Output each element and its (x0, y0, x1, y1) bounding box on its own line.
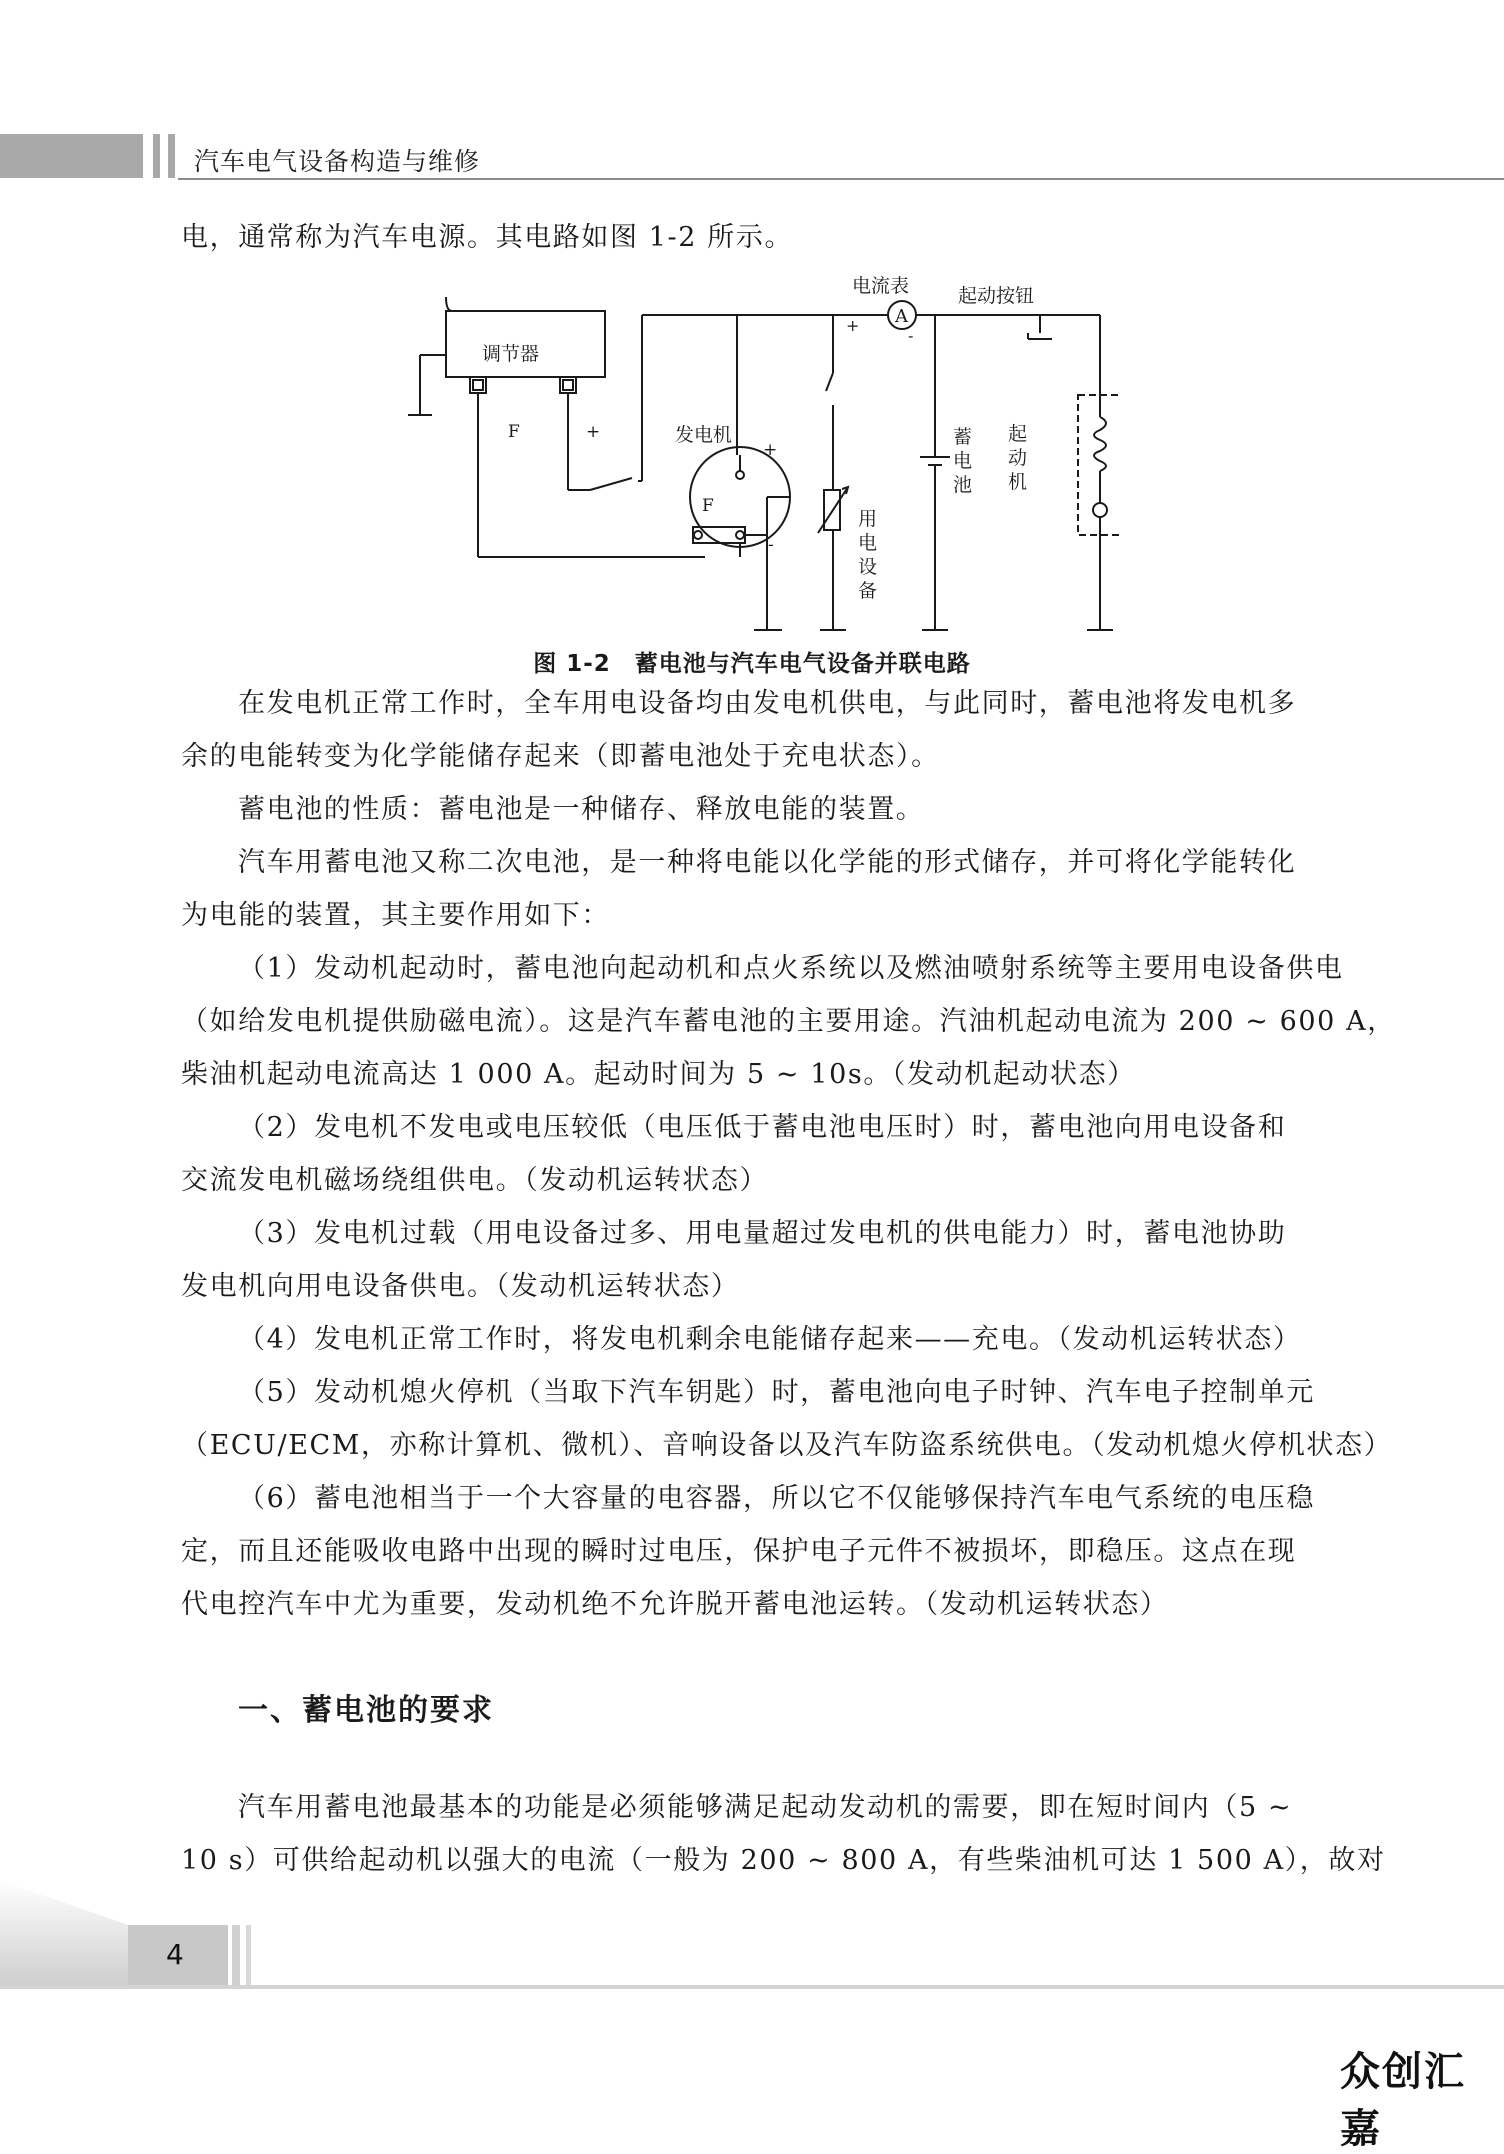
section-heading: 一、蓄电池的要求 (238, 1693, 494, 1728)
generator-label: 发电机 (675, 424, 733, 446)
circuit-diagram (400, 265, 1120, 640)
list-item-line: 发电机向用电设备供电。（发动机运转状态） (181, 1271, 740, 1302)
list-item-line: （6）蓄电池相当于一个大容量的电容器，所以它不仅能够保持汽车电气系统的电压稳 (238, 1483, 1315, 1514)
regulator-plus-label: + (586, 422, 601, 442)
book-title: 汽车电气设备构造与维修 (194, 147, 481, 176)
list-item-line: （2）发电机不发电或电压较低（电压低于蓄电池电压时）时，蓄电池向用电设备和 (238, 1112, 1287, 1143)
paragraph-line: 在发电机正常工作时，全车用电设备均由发电机供电，与此同时，蓄电池将发电机多 (238, 688, 1297, 719)
header-rule (178, 178, 1504, 180)
generator-f-label: F (702, 496, 714, 516)
battery-label: 蓄 电 池 (953, 426, 973, 496)
header-gray-block (0, 134, 143, 178)
paragraph-line: 电，通常称为汽车电源。其电路如图 1-2 所示。 (181, 222, 794, 253)
list-item-line: 交流发电机磁场绕组供电。（发动机运转状态） (181, 1165, 769, 1196)
paragraph-line: 汽车用蓄电池又称二次电池，是一种将电能以化学能的形式储存，并可将化学能转化 (238, 847, 1297, 878)
starter-label: 起 动 机 (1008, 423, 1028, 493)
figure-caption: 图 1-2 蓄电池与汽车电气设备并联电路 (533, 651, 971, 677)
footer-bar (246, 1925, 251, 1985)
generator-plus-label: + (763, 440, 778, 460)
regulator-label: 调节器 (482, 343, 540, 365)
ammeter-symbol: A (895, 306, 908, 327)
header-bar (153, 134, 160, 178)
list-item-line: 柴油机起动电流高达 1 000 A。起动时间为 5 ~ 10s。（发动机起动状态） (181, 1059, 1136, 1090)
footer-bar (232, 1925, 240, 1985)
paragraph-line: 蓄电池的性质：蓄电池是一种储存、释放电能的装置。 (238, 794, 925, 825)
paragraph-line: 汽车用蓄电池最基本的功能是必须能够满足起动发动机的需要，即在短时间内（5 ~ (238, 1792, 1293, 1823)
paragraph-line: 余的电能转变为化学能储存起来（即蓄电池处于充电状态）。 (181, 741, 940, 772)
list-item-line: （ECU/ECM，亦称计算机、微机）、音响设备以及汽车防盗系统供电。（发动机熄火停机状态） (181, 1430, 1393, 1461)
list-item-line: （如给发电机提供励磁电流）。这是汽车蓄电池的主要用途。汽油机起动电流为 200 ~ 600 A， (181, 1006, 1396, 1037)
ammeter-label: 电流表 (852, 275, 910, 297)
list-item-line: 定，而且还能吸收电路中出现的瞬时过电压，保护电子元件不被损坏，即稳压。这点在现 (181, 1536, 1297, 1567)
list-item-line: 代电控汽车中尤为重要，发动机绝不允许脱开蓄电池运转。（发动机运转状态） (181, 1589, 1169, 1620)
load-label: 用 电 设 备 (858, 508, 878, 602)
ammeter-minus-label: - (908, 326, 914, 345)
regulator-f-label: F (508, 422, 520, 442)
page-number: 4 (166, 1938, 184, 1971)
generator-minus-label: - (768, 535, 774, 555)
list-item-line: （1）发动机起动时，蓄电池向起动机和点火系统以及燃油喷射系统等主要用电设备供电 (238, 953, 1344, 984)
footer-rule (0, 1985, 1504, 1989)
list-item-line: （4）发电机正常工作时，将发电机剩余电能储存起来——充电。（发动机运转状态） (238, 1324, 1302, 1355)
paragraph-line: 为电能的装置，其主要作用如下： (181, 900, 610, 931)
ammeter-plus-label: + (846, 316, 860, 335)
header-bar (168, 134, 175, 178)
watermark: 众创汇嘉 (1340, 2049, 1466, 2152)
paragraph-line: 10 s）可供给起动机以强大的电流（一般为 200 ~ 800 A，有些柴油机可达 1 500 A），故对 (181, 1845, 1386, 1876)
start-button-label: 起动按钮 (958, 285, 1035, 307)
list-item-line: （3）发电机过载（用电设备过多、用电量超过发电机的供电能力）时，蓄电池协助 (238, 1218, 1287, 1249)
list-item-line: （5）发动机熄火停机（当取下汽车钥匙）时，蓄电池向电子时钟、汽车电子控制单元 (238, 1377, 1315, 1408)
